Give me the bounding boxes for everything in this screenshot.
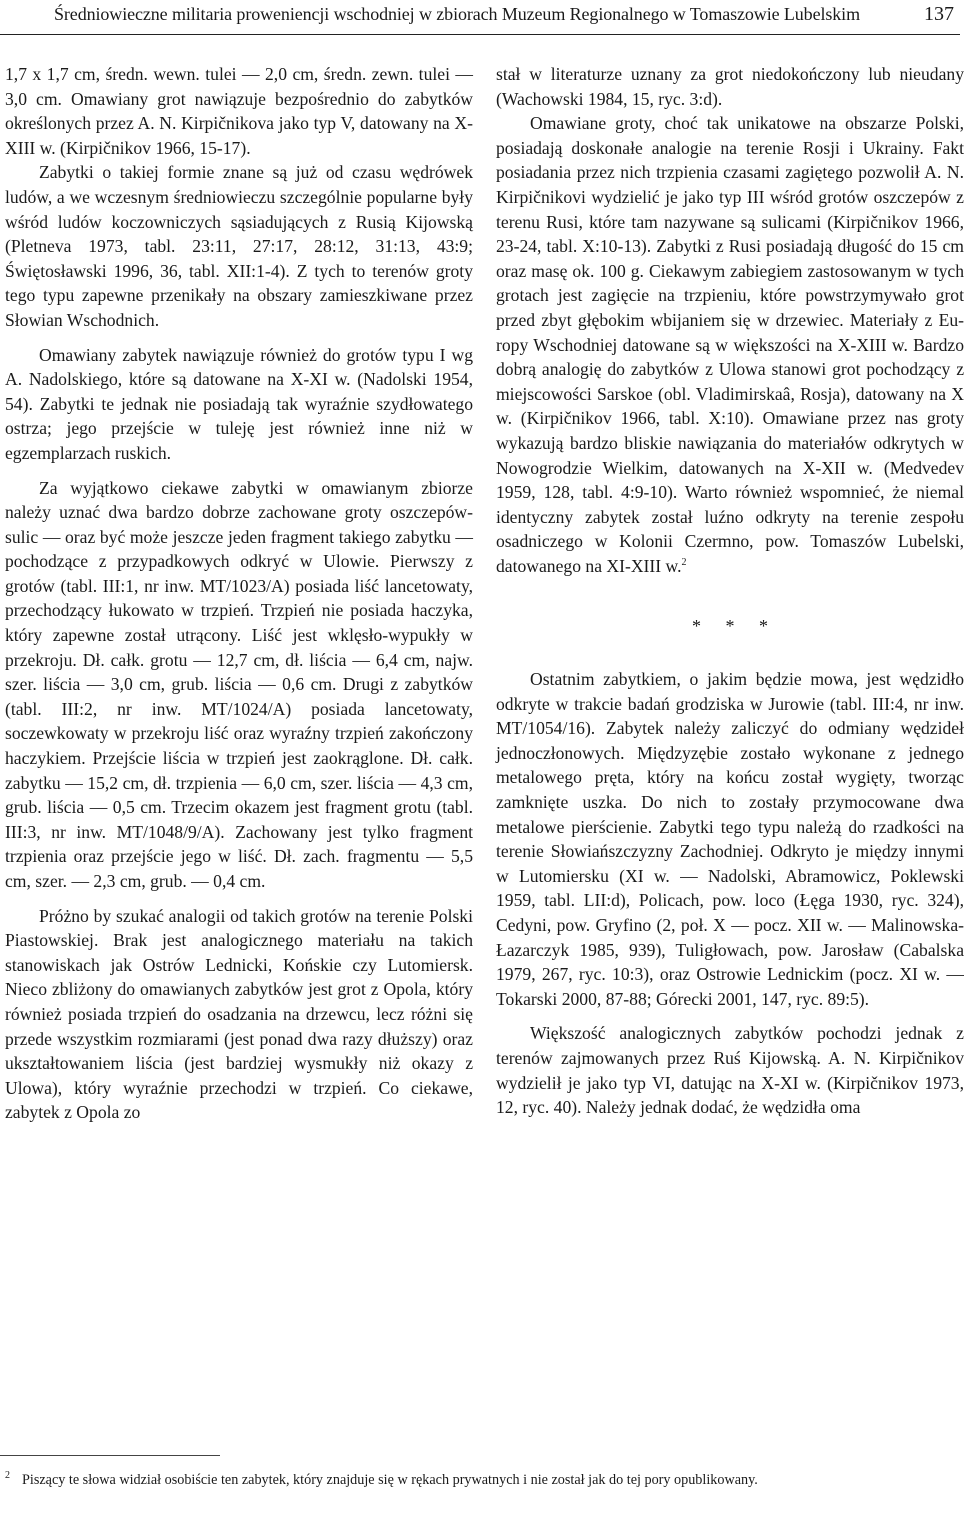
paragraph-left-5: Próżno by szukać analogii od takich grotów na terenie Polski Piastowskiej. Brak jest analogicznego materiału na takich stanowiskach jak Ostrów Lednicki, Końskie czy Lutomiersk. Nieco zbliżony do omawianych zabytków jest grot z Opola, który również posiada trzpień do osadzania na drzewcu, lecz różni się przede wszystkim rozmiarami (jest ponad dwa razy dłuższy) oraz ukształtowaniem liścia (jest bardziej wysmukły niż okazy z Ulowa), który wyraźnie przechodzi w trzpień. Co ciekawe, zabytek z Opola zo bbox=[5, 905, 473, 1123]
footnote bbox=[5, 1470, 955, 1490]
section-separator: * * * bbox=[692, 616, 778, 637]
paragraph-right-2 bbox=[496, 111, 964, 578]
right-column bbox=[496, 62, 964, 1120]
footnote-reference[interactable]: 2 bbox=[681, 557, 687, 569]
paragraph-left-2: Zabytki o takiej formie znane są już od czasu wędrówek ludów, a we wczesnym średniowieczu szczególnie popularne były wśród ludów koczowniczych sąsiadujących z Rusią Kijowską (Pletneva 1973, tabl. 23:11, 27:17, 28:12, 31:13, 43:9; Świętosławski 1996, 36, tabl. XII:1-4). Z tych to terenów groty tego typu zapewne przenikały na obszary zamieszkiwane przez Słowian Wschodnich. bbox=[5, 162, 473, 330]
paragraph-right-3: Ostatnim zabytkiem, o jakim będzie mowa, jest wędzidło odkryte w trakcie badań grodziska w Jurowie (tabl. III:4, nr inw. MT/1054/16). Zabytek należy zaliczyć do odmiany wędzideł jednoczłonowych. Międzyzębie zostało wykonane z jednego metalowego pręta, który na końcu został wygięty, tworząc zamknięte uszka. Do nich to zostały przymocowane dwa metalowe pierścienie. Zabytki tego typu należą do rzadkości na terenie Słowiańszczyzny Zachodniej. Odkryto je między innymi w Lutomiersku (XI w. — Nadolski, Abramowicz, Poklewski 1959, tabl. LII:d), Policach, pow. loco (Łęga 1930, ryc. 324), Cedyni, pow. Gryfino (2, poł. X — pocz. XII w. — Malinowska-Łazarczyk 1985, 939), Tuligłowach, pow. Jarosław (Cabalska 1979, 267, ryc. 10:3), oraz Ostrowie Lednickim (pocz. XI w. — Tokarski 2000, 87-88; Górecki 2001, 147, ryc. 89:5). bbox=[496, 669, 964, 1009]
footnote-text: Piszący te słowa widział osobiście ten zabytek, który znajduje się w rękach prywatnych i nie został jak do tej pory opublikowany. bbox=[22, 1472, 758, 1488]
paragraph-left-3: Omawiany zabytek nawiązuje również do grotów typu I wg A. Nadolskiego, które są datowane na X-XI w. (Nadolski 1954, 54). Zabytki te jednak nie posiadają tak wyraźnie szydłowatego ostrza; jego przejście w tuleję jest również inne niż w egzemplarzach ruskich. bbox=[5, 344, 473, 463]
page-number: 137 bbox=[924, 3, 954, 25]
paragraph-right-2-text: Omawiane groty, choć tak unikatowe na obszarze Polski, posiadają doskonałe analogie na terenie Rosji i Ukrainy. Fakt posiadania przez nich trzpienia czasami zagiętego pozwolił A. N. Kirpičnikovi wydzielić je jako typ III wśród grotów oszczepów z terenu Rusi, które tam nazywane są sulicami (Kirpičnikov 1966, 23-24, tabl. X:10-13). Zabytki z Rusi posiadają długość do 15 cm oraz masę ok. 100 g. Ciekawym zabiegiem zastosowanym w tych grotach jest zagięcie na trzpieniu, które powstrzymywało grot przed zbyt głębokim wbijaniem się w drzewiec. Materiały z Europy Wschodniej datowane są w większości na X-XIII w. Bardzo dobrą analogię do zabytków z Ulowa stanowi grot pochodzący z miejscowości Sarskoe (obl. Vladimirskaâ, Rosja), datowany na X w. (Kirpičnikov 1966, tabl. X:10). Omawiane przez nas groty wykazują bardzo bliskie nawiązania do materiałów odkrytych w Nowogrodzie Wielkim, datowanych na X-XII w. (Medvedev 1959, 128, tabl. 4:9-10). Warto również wspomnieć, że niemal identyczny zabytek został luźno odkryty na terenie zespołu osadniczego w Kolonii Czermno, pow. Tomaszów Lubelski, datowanego na XI-XIII w. bbox=[496, 113, 964, 576]
header-rule bbox=[0, 34, 960, 35]
paragraph-left-4: Za wyjątkowo ciekawe zabytki w omawianym zbiorze należy uznać dwa bardzo dobrze zachowane groty oszczepów-sulic — oraz być może jeszcze jeden fragment takiego zabytku — pochodzące z przypadkowych odkryć w Ulowie. Pierwszy z grotów (tabl. III:1, nr inw. MT/1023/A) posiada liść lancetowaty, przechodzący łukowato w trzpień. Trzpień nie posiada haczyka, który zapewne został utrącony. Liść jest wklęsło-wypukły w przekroju. Dł. całk. grotu — 12,7 cm, dł. liścia — 6,4 cm, najw. szer. liścia — 3,0 cm, grub. liścia — 0,6 cm. Drugi z zabytków (tabl. III:2, nr inw. MT/1024/A) posiada lancetowaty, soczewkowaty w przekroju liść oraz wyraźny trzpień zakończony haczykiem. Przejście liścia w trzpień jest zaokrąglone. Dł. całk. zabytku — 15,2 cm, dł. trzpienia — 6,0 cm, szer. liścia — 4,3 cm, grub. liścia — 0,5 cm. Trzecim okazem jest fragment grotu (tabl. III:3, nr inw. MT/1048/9/A). Zachowany jest tylko fragment trzpienia oraz przejście jego w liść. Dł. zach. fragmentu — 5,5 cm, szer. — 2,3 cm, grub. — 0,4 cm. bbox=[5, 477, 473, 891]
footnote-mark: 2 bbox=[5, 1470, 10, 1482]
footnote-rule bbox=[0, 1455, 220, 1456]
paragraph-right-4: Większość analogicznych zabytków pochodzi jednak z terenów zajmowanych przez Ruś Kijowską. A. N. Kirpičnikov wydzielił je jako typ VI, datując na X-XI w. (Kirpičnikov 1973, 12, ryc. 40). Należy jednak dodać, że wędzidła oma bbox=[496, 1023, 964, 1118]
paragraph-right-1: stał w literaturze uznany za grot niedokończony lub nieudany (Wachowski 1984, 15, ryc. 3:d). bbox=[496, 64, 964, 109]
running-header bbox=[0, 0, 960, 34]
left-column bbox=[5, 62, 473, 1125]
running-title: Średniowieczne militaria proweniencji wschodniej w zbiorach Muzeum Regionalnego w Tomaszowie Lubelskim bbox=[54, 4, 860, 24]
paragraph-left-1: 1,7 x 1,7 cm, średn. wewn. tulei — 2,0 cm, średn. zewn. tulei — 3,0 cm. Omawiany grot nawiązuje bezpośrednio do zabytków określonych przez A. N. Kirpičnikova jako typ V, datowany na X-XIII w. (Kirpičnikov 1966, 15-17). bbox=[5, 64, 473, 158]
